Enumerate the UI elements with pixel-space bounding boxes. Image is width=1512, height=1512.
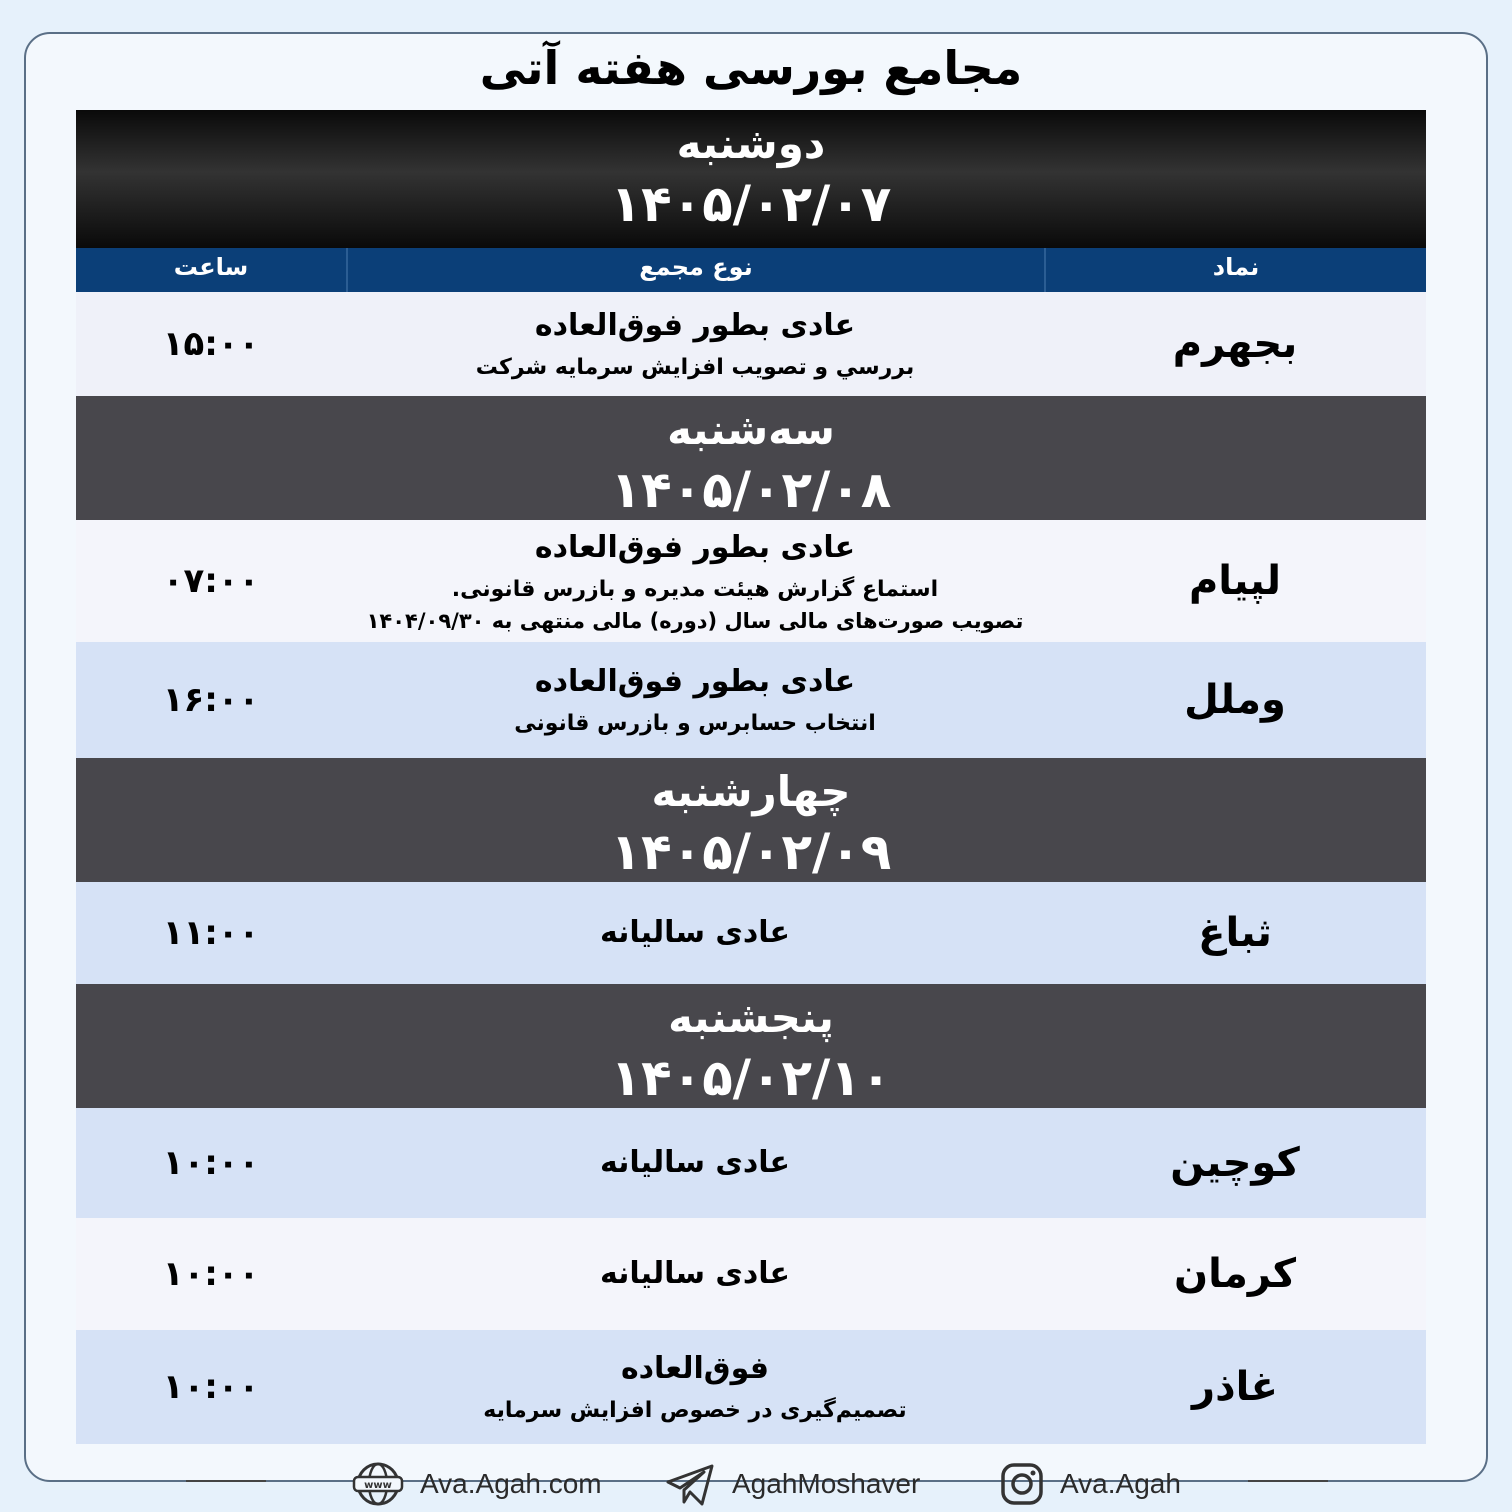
- symbol-cell: کوچین: [1170, 1140, 1300, 1186]
- day-header-thursday: [76, 984, 1426, 1108]
- column-headers: [76, 248, 1426, 292]
- website-text: Ava.Agah.com: [420, 1468, 602, 1499]
- type-cell: [346, 1141, 1044, 1185]
- assembly-desc: تصمیم‌گیری در خصوص افزایش سرمایه: [483, 1398, 907, 1423]
- telegram-icon: [664, 1462, 716, 1506]
- telegram-text: AgahMoshaver: [732, 1468, 921, 1499]
- assembly-kind: فوق‌العاده: [620, 1351, 770, 1386]
- type-cell: [346, 304, 1044, 384]
- day-header-monday: [76, 110, 1426, 248]
- column-header-symbol: نماد: [1044, 248, 1426, 292]
- svg-text:www: www: [364, 1480, 392, 1491]
- type-cell: [346, 660, 1044, 740]
- time-cell: ۰۷:۰۰: [162, 561, 260, 601]
- assembly-kind: عادی سالیانه: [599, 915, 791, 950]
- day-name: پنجشنبه: [668, 993, 834, 1042]
- page-title: مجامع بورسی هفته آتی: [479, 41, 1023, 95]
- footer: [0, 1452, 1512, 1512]
- globe-icon: [352, 1462, 404, 1506]
- symbol-cell: وملل: [1184, 677, 1286, 723]
- symbol-cell: ثباغ: [1198, 910, 1272, 956]
- type-cell: [346, 526, 1044, 636]
- instagram-text: Ava.Agah: [1060, 1468, 1181, 1499]
- time-cell: ۱۶:۰۰: [162, 680, 260, 720]
- table-row: [76, 1108, 1426, 1218]
- table-row: [76, 1218, 1426, 1330]
- table-row: [76, 642, 1426, 758]
- assembly-kind: عادی سالیانه: [599, 1256, 791, 1291]
- day-header-wednesday: [76, 758, 1426, 882]
- day-date: ۱۴۰۵/۰۲/۰۸: [610, 461, 892, 519]
- day-name: سه‌شنبه: [667, 405, 835, 454]
- telegram-link[interactable]: [664, 1462, 920, 1506]
- table-row: [76, 882, 1426, 984]
- table-row: [76, 520, 1426, 642]
- time-cell: ۱۱:۰۰: [162, 913, 260, 953]
- time-cell: ۱۰:۰۰: [162, 1254, 260, 1294]
- footer-divider-right: [1248, 1480, 1328, 1482]
- instagram-link[interactable]: [1000, 1462, 1181, 1506]
- time-cell: ۱۰:۰۰: [162, 1367, 260, 1407]
- symbol-cell: بجهرم: [1172, 321, 1298, 367]
- type-cell: [346, 1252, 1044, 1296]
- assembly-kind: عادی بطور فوق‌العاده: [534, 664, 856, 699]
- day-name: دوشنبه: [676, 119, 826, 168]
- symbol-cell: کرمان: [1173, 1251, 1297, 1297]
- assembly-kind: عادی بطور فوق‌العاده: [534, 308, 856, 343]
- day-header-tuesday: [76, 396, 1426, 520]
- symbol-cell: غاذر: [1192, 1364, 1278, 1410]
- day-date: ۱۴۰۵/۰۲/۱۰: [610, 1049, 892, 1107]
- assembly-kind: عادی بطور فوق‌العاده: [534, 530, 856, 565]
- footer-divider-left: [186, 1480, 266, 1482]
- column-header-type: نوع مجمع: [346, 248, 1044, 292]
- column-header-time: ساعت: [173, 253, 249, 281]
- assembly-desc-2: تصویب صورت‌های مالی سال (دوره) مالی منتهی به ۱۴۰۴/۰۹/۳۰: [366, 609, 1024, 633]
- table-row: [76, 1330, 1426, 1444]
- day-date: ۱۴۰۵/۰۲/۰۷: [610, 175, 892, 233]
- assembly-desc: انتخاب حسابرس و بازرس قانونی: [514, 711, 876, 736]
- time-cell: ۱۰:۰۰: [162, 1143, 260, 1183]
- time-cell: ۱۵:۰۰: [162, 324, 260, 364]
- assembly-kind: عادی سالیانه: [599, 1145, 791, 1180]
- day-name: چهارشنبه: [651, 767, 851, 816]
- type-cell: [346, 911, 1044, 955]
- type-cell: [346, 1347, 1044, 1427]
- assembly-desc: بررسي و تصويب افزايش سرمايه شرکت: [475, 355, 915, 380]
- table-row: [76, 292, 1426, 396]
- instagram-icon: [1000, 1462, 1044, 1506]
- website-link[interactable]: [352, 1462, 602, 1506]
- day-date: ۱۴۰۵/۰۲/۰۹: [610, 823, 892, 881]
- assembly-desc: استماع گزارش هیئت مدیره و بازرس قانونی.: [451, 577, 939, 602]
- symbol-cell: لپیام: [1188, 558, 1281, 604]
